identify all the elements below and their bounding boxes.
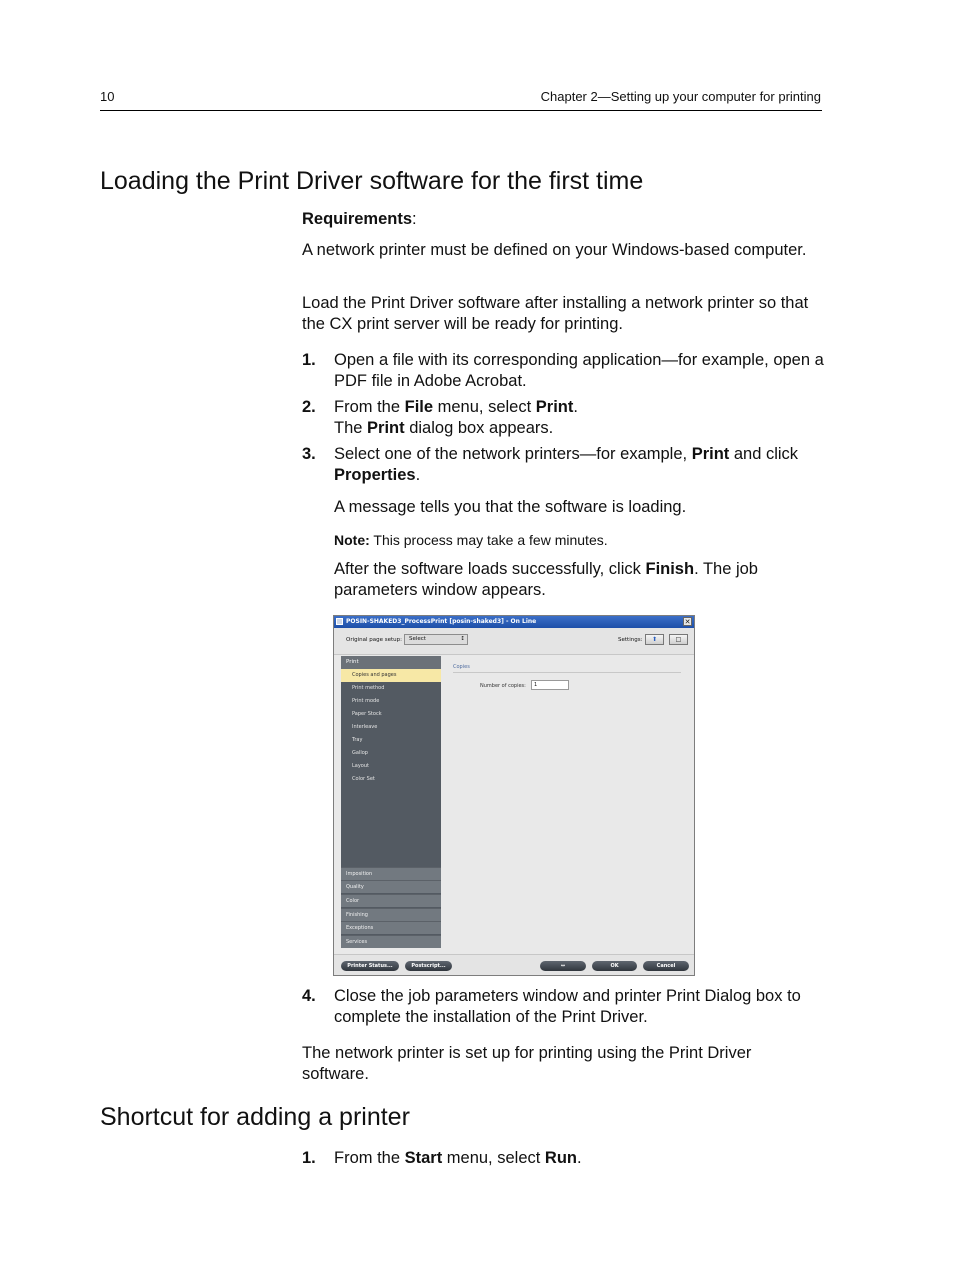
select-arrow-icon: ↕ bbox=[460, 636, 465, 642]
step-text bbox=[334, 1148, 824, 1169]
step-number: 1. bbox=[302, 1149, 316, 1167]
step-number: 1. bbox=[302, 351, 316, 369]
run-command-term: Run bbox=[544, 1149, 577, 1167]
step-text-part: dialog box appears. bbox=[404, 419, 554, 437]
requirements-label: Requirements bbox=[302, 210, 413, 228]
requirements-para: A network printer must be defined on your Windows-based computer. bbox=[302, 241, 807, 259]
nav-item-gallop[interactable]: Gallop bbox=[352, 750, 368, 756]
window-title: POSIN-SHAKED3_ProcessPrint [posin-shaked3] - On Line bbox=[346, 618, 537, 625]
step-number: 3. bbox=[302, 445, 316, 463]
advanced-button[interactable]: ↔ bbox=[540, 961, 586, 971]
nav-item-copies-and-pages[interactable]: Copies and pages bbox=[341, 669, 441, 682]
nav-print-header[interactable]: Print bbox=[341, 656, 441, 669]
step-text-part: . bbox=[573, 398, 578, 416]
postscript-button[interactable]: Postscript... bbox=[405, 961, 452, 971]
nav-item-color-set[interactable]: Color Set bbox=[352, 776, 375, 782]
step-text bbox=[334, 397, 824, 439]
close-icon[interactable]: ✕ bbox=[684, 618, 691, 626]
section-title-shortcut: Shortcut for adding a printer bbox=[100, 1103, 410, 1131]
load-para: Load the Print Driver software after installing a network printer so that the CX print server will be ready for printing. bbox=[302, 294, 809, 333]
section-title-loading: Loading the Print Driver software for the first time bbox=[100, 167, 644, 195]
step-text: Open a file with its corresponding application—for example, open a PDF file in Adobe Acrobat. bbox=[334, 351, 824, 390]
printer-status-button[interactable]: Printer Status... bbox=[341, 961, 399, 971]
nav-cat-imposition[interactable]: Imposition bbox=[341, 867, 441, 880]
select-value: Select bbox=[409, 636, 426, 642]
print-printer-term: Print bbox=[691, 445, 730, 463]
page-number: 10 bbox=[100, 89, 115, 104]
nav-item-layout[interactable]: Layout bbox=[352, 763, 369, 769]
nav-cat-finishing[interactable]: Finishing bbox=[341, 908, 441, 921]
requirements-heading bbox=[302, 209, 822, 230]
header-rule bbox=[100, 110, 822, 111]
step-text-part: menu, select bbox=[442, 1149, 545, 1167]
settings-label: Settings: bbox=[618, 637, 643, 643]
loading-message-text: A message tells you that the software is loading. bbox=[334, 498, 687, 516]
step-text-part: . bbox=[577, 1149, 582, 1167]
chapter-title: Chapter 2—Setting up your computer for printing bbox=[540, 89, 821, 104]
ok-button[interactable]: OK bbox=[592, 961, 637, 971]
settings-save-button[interactable]: □ bbox=[669, 634, 688, 645]
step-number: 2. bbox=[302, 398, 316, 416]
note-label: Note: bbox=[334, 532, 370, 548]
requirements-colon: : bbox=[412, 210, 417, 228]
page-setup-select[interactable] bbox=[404, 634, 468, 645]
nav-item-print-mode[interactable]: Print mode bbox=[352, 698, 380, 704]
nav-cat-color[interactable]: Color bbox=[341, 894, 441, 907]
job-parameters-screenshot bbox=[333, 615, 695, 976]
settings-upload-button[interactable]: ⬆ bbox=[645, 634, 664, 645]
start-menu-term: Start bbox=[404, 1149, 443, 1167]
window-title-bar bbox=[334, 616, 694, 628]
nav-cat-services[interactable]: Services bbox=[341, 935, 441, 948]
print-dialog-term: Print bbox=[367, 419, 405, 437]
properties-term: Properties bbox=[334, 466, 416, 484]
note-body: This process may take a few minutes. bbox=[369, 532, 608, 548]
cancel-button[interactable]: Cancel bbox=[643, 961, 689, 971]
nav-cat-quality[interactable]: Quality bbox=[341, 880, 441, 893]
step-text-part: The bbox=[334, 419, 368, 437]
copies-section-title: Copies bbox=[453, 664, 470, 670]
step-text-part: From the bbox=[334, 1149, 405, 1167]
after-load-text bbox=[334, 559, 824, 601]
window-footer bbox=[334, 954, 694, 976]
step-text bbox=[334, 444, 824, 486]
window-toolbar bbox=[334, 628, 694, 655]
original-page-setup-label: Original page setup: bbox=[346, 637, 402, 643]
step-text-part: . bbox=[415, 466, 421, 484]
copies-input[interactable]: 1 bbox=[531, 680, 569, 690]
finish-term: Finish bbox=[645, 560, 695, 578]
step-text-part: . The job parameters window appears. bbox=[334, 560, 758, 599]
print-command-term: Print bbox=[535, 398, 574, 416]
closing-para: The network printer is set up for printing using the Print Driver software. bbox=[302, 1044, 752, 1083]
nav-item-paper-stock[interactable]: Paper Stock bbox=[352, 711, 382, 717]
step-text-part: Select one of the network printers—for example, bbox=[334, 445, 692, 463]
nav-item-interleave[interactable]: Interleave bbox=[352, 724, 378, 730]
step-text: Close the job parameters window and printer Print Dialog box to complete the installation of the Print Driver. bbox=[334, 987, 801, 1026]
section-divider bbox=[453, 672, 681, 673]
copies-label: Number of copies: bbox=[480, 683, 526, 689]
nav-item-print-method[interactable]: Print method bbox=[352, 685, 385, 691]
file-menu-term: File bbox=[404, 398, 434, 416]
parameters-nav bbox=[341, 656, 441, 948]
nav-cat-exceptions[interactable]: Exceptions bbox=[341, 921, 441, 934]
app-icon bbox=[336, 618, 343, 625]
step-text-part: menu, select bbox=[433, 398, 536, 416]
step-number: 4. bbox=[302, 987, 316, 1005]
nav-item-tray[interactable]: Tray bbox=[352, 737, 363, 743]
step-text-part: After the software loads successfully, click bbox=[334, 560, 646, 578]
step-text-part: From the bbox=[334, 398, 405, 416]
note-text bbox=[334, 530, 824, 551]
step-text-part: and click bbox=[729, 445, 799, 463]
